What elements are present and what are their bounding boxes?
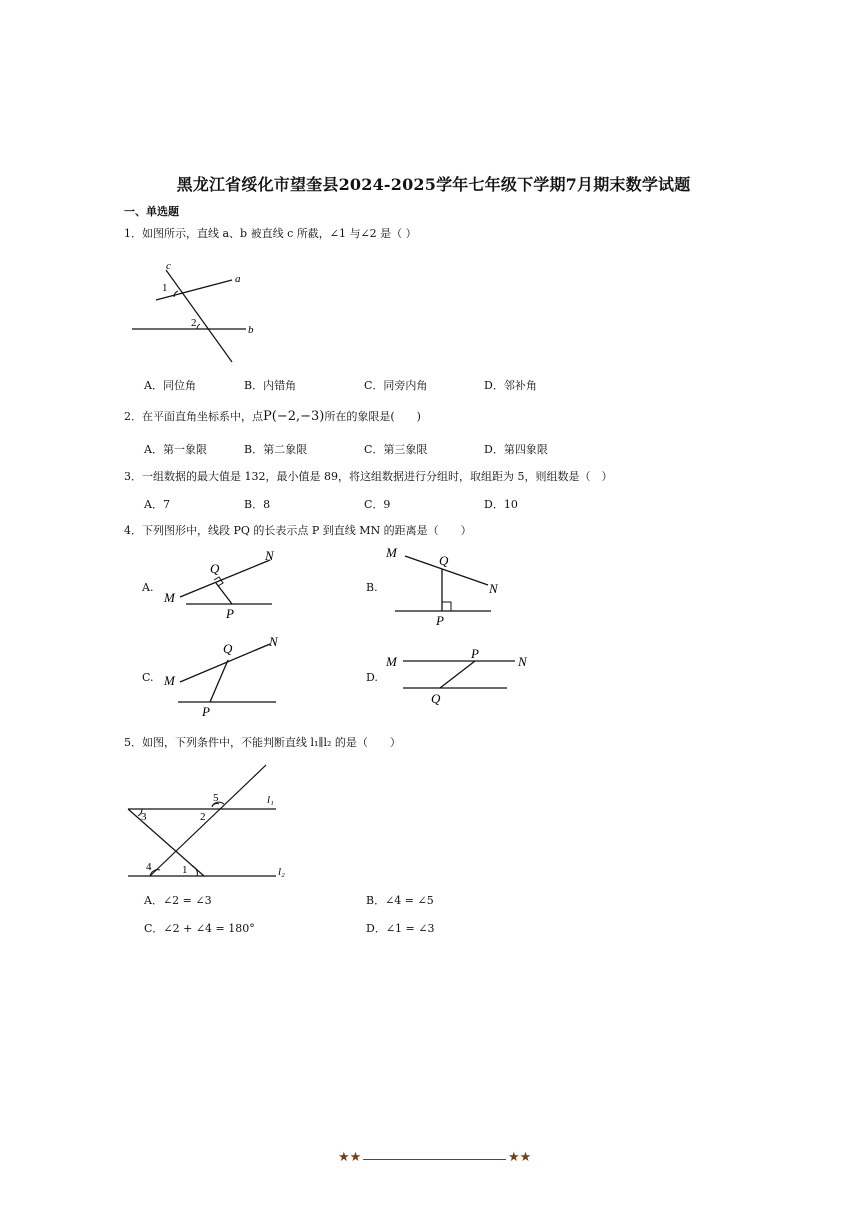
label-p: P bbox=[202, 704, 210, 719]
label-p: P bbox=[471, 646, 479, 661]
question-4-stem: 4．下列图形中，线段 PQ 的长表示点 P 到直线 MN 的距离是（ ） bbox=[124, 524, 472, 537]
q5-option-b[interactable]: B．∠4 = ∠5 bbox=[366, 894, 434, 907]
footer-stars-left: ★★ bbox=[338, 1150, 362, 1165]
q4-figure-d bbox=[383, 645, 538, 710]
label-n: N bbox=[269, 634, 278, 649]
label-q: Q bbox=[223, 641, 233, 656]
question-1-stem: 1．如图所示，直线 a、b 被直线 c 所截，∠1 与∠2 是（ ） bbox=[124, 227, 417, 240]
q2-option-b[interactable]: B．第二象限 bbox=[244, 443, 308, 456]
line-l2-label: l₂ bbox=[278, 866, 285, 878]
angle-5-label: 5 bbox=[213, 792, 219, 804]
question-3-stem: 3．一组数据的最大值是 132，最小值是 89，将这组数据进行分组时，取组距为 5，则组数是（ ） bbox=[124, 470, 613, 483]
angle-2-label: 2 bbox=[200, 811, 206, 823]
line-l1-label: l₁ bbox=[267, 794, 274, 806]
label-q: Q bbox=[439, 553, 449, 568]
q2-option-a[interactable]: A．第一象限 bbox=[144, 443, 207, 456]
label-p: P bbox=[436, 613, 444, 628]
q4-option-d[interactable]: D. bbox=[366, 671, 378, 684]
question-2-stem bbox=[124, 408, 421, 424]
q4-option-c[interactable]: C. bbox=[142, 671, 154, 684]
label-m: M bbox=[164, 673, 175, 688]
label-n: N bbox=[489, 581, 498, 596]
label-m: M bbox=[164, 590, 175, 605]
q4-figure-b bbox=[383, 543, 513, 629]
q1-option-d[interactable]: D．邻补角 bbox=[484, 379, 537, 392]
question-5-stem: 5．如图，下列条件中，不能判断直线 l₁∥l₂ 的是（ ） bbox=[124, 736, 401, 749]
q5-option-d[interactable]: D．∠1 = ∠3 bbox=[366, 922, 435, 935]
angle-3-label: 3 bbox=[141, 811, 147, 823]
page-title: 黑龙江省绥化市望奎县2024-2025学年七年级下学期7月期末数学试题 bbox=[176, 175, 691, 194]
section-heading: 一、单选题 bbox=[124, 205, 179, 218]
q5-option-a[interactable]: A．∠2 = ∠3 bbox=[144, 894, 212, 907]
q4-figure-c bbox=[158, 630, 288, 720]
label-p: P bbox=[226, 606, 234, 621]
line-a-label: a bbox=[235, 273, 241, 285]
angle-1-label: 1 bbox=[182, 864, 188, 876]
label-q: Q bbox=[431, 691, 441, 706]
angle-4-label: 4 bbox=[146, 861, 152, 873]
label-q: Q bbox=[210, 561, 220, 576]
q4-option-a[interactable]: A. bbox=[142, 581, 154, 594]
q2-option-d[interactable]: D．第四象限 bbox=[484, 443, 548, 456]
q2-stem-post: 所在的象限是( ) bbox=[324, 410, 421, 423]
q2-point: P(−2,−3) bbox=[263, 409, 325, 424]
q4-option-b[interactable]: B. bbox=[366, 581, 378, 594]
q3-option-b[interactable]: B．8 bbox=[244, 498, 271, 511]
angle-1-label: 1 bbox=[162, 282, 168, 294]
q1-option-a[interactable]: A．同位角 bbox=[144, 379, 196, 392]
angle-2-label: 2 bbox=[191, 317, 197, 329]
q3-option-c[interactable]: C．9 bbox=[364, 498, 391, 511]
q1-option-b[interactable]: B．内错角 bbox=[244, 379, 297, 392]
label-n: N bbox=[518, 654, 527, 669]
line-b-label: b bbox=[248, 324, 254, 336]
q4-figure-a bbox=[158, 546, 288, 626]
label-m: M bbox=[386, 545, 397, 560]
q5-option-c[interactable]: C．∠2 + ∠4 = 180° bbox=[144, 922, 255, 935]
q3-option-d[interactable]: D．10 bbox=[484, 498, 518, 511]
question-5-figure bbox=[120, 760, 300, 885]
label-n: N bbox=[265, 548, 274, 563]
footer-rule bbox=[363, 1159, 506, 1160]
q2-stem-pre: 2．在平面直角坐标系中，点 bbox=[124, 410, 263, 423]
footer-stars-right: ★★ bbox=[508, 1150, 532, 1165]
label-m: M bbox=[386, 654, 397, 669]
page-footer bbox=[0, 1150, 867, 1170]
q1-option-c[interactable]: C．同旁内角 bbox=[364, 379, 428, 392]
line-c-label: c bbox=[166, 260, 171, 272]
q3-option-a[interactable]: A．7 bbox=[144, 498, 170, 511]
question-1-figure bbox=[124, 258, 274, 368]
q2-option-c[interactable]: C．第三象限 bbox=[364, 443, 428, 456]
